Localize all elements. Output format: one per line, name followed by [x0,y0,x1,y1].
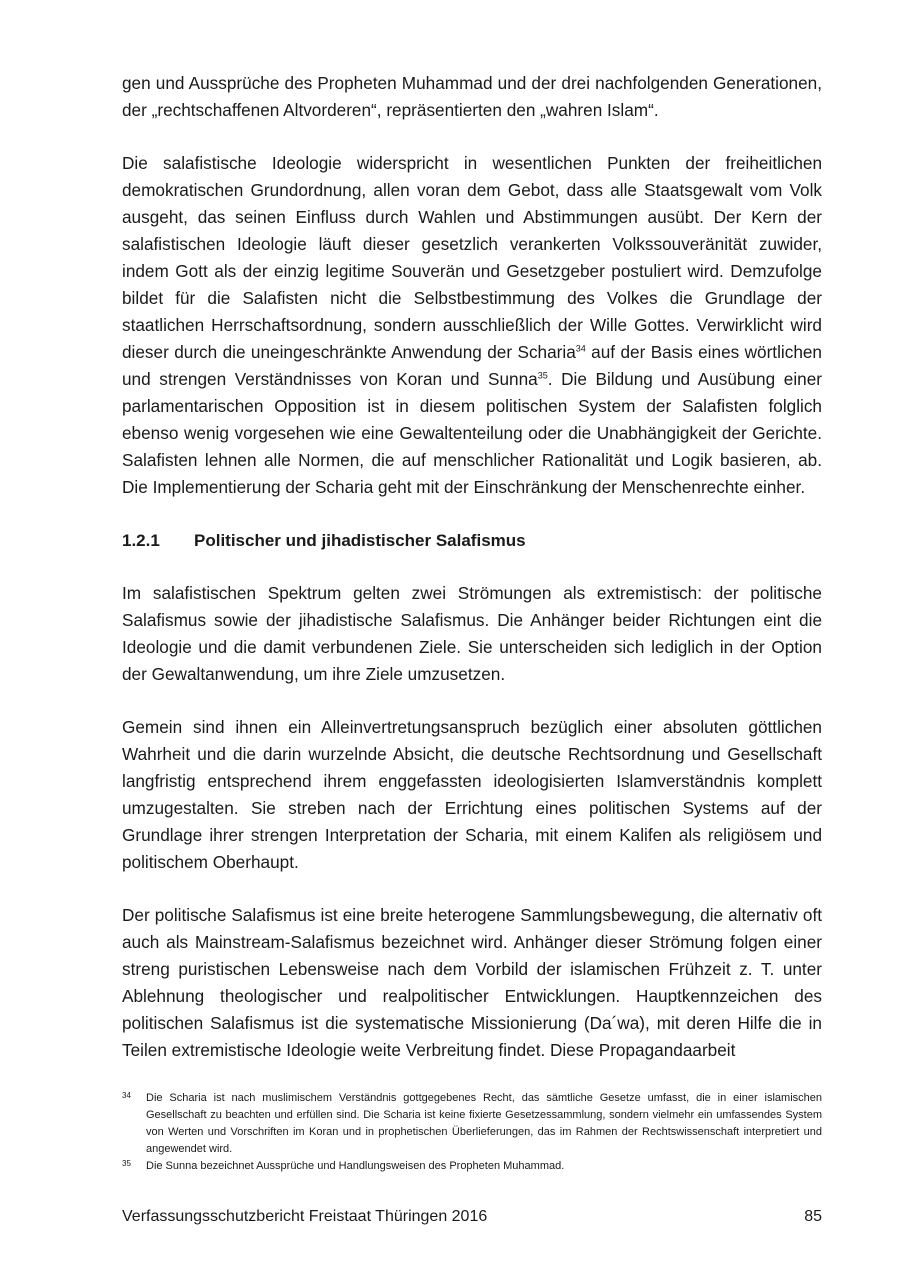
paragraph-political-salafism: Der politische Salafismus ist eine breite heterogene Sammlungsbewegung, die alternativ oft auch als Mainstream-Salafismus bezeichnet wird. Anhänger dieser Strömung folgen einer streng puristischen Lebensweise nach dem Vorbild der islamischen Frühzeit z. T. unter Ablehnung theologischer und realpolitischer Entwicklungen. Hauptkennzeichen des politischen Salafismus ist die systematische Missionierung (Da´wa), mit deren Hilfe die in Teilen extremistische Ideologie weite Verbreitung findet. Diese Propagandaarbeit [122,905,822,1060]
footer-title: Verfassungsschutzbericht Freistaat Thüringen 2016 [122,1208,488,1225]
paragraph-ideology-text-b: auf der Basis eines wörtlichen und strengen Verständnisses von Koran und Sunna [122,342,822,389]
footnote-ref-35[interactable]: 35 [537,370,548,381]
footnote-34 [122,1090,822,1158]
paragraph-ideology-text-a: Die salafistische Ideologie widerspricht in wesentlichen Punkten der freiheitlichen demokratischen Grundordnung, allen voran dem Gebot, dass alle Staatsgewalt vom Volk ausgeht, das seinen Einfluss durch Wahlen und Abstimmungen ausübt. Der Kern der salafistischen Ideologie läuft dieser gesetzlich verankerten Volkssouveränität zuwider, indem Gott als der einzig legitime Souverän und Gesetzgeber postuliert wird. Demzufolge bildet für die Salafisten nicht die Selbstbestimmung des Volkes die Grundlage der staatlichen Herrschaftsordnung, sondern ausschließlich der Wille Gottes. Verwirklicht wird dieser durch die uneingeschränkte Anwendung der Scharia [122,153,822,362]
paragraph-spectrum: Im salafistischen Spektrum gelten zwei Strömungen als extremistisch: der politische Salafismus sowie der jihadistische Salafismus. Die Anhänger beider Richtungen eint die Ideologie und die damit verbundenen Ziele. Sie unterscheiden sich lediglich in der Option der Gewaltanwendung, um ihre Ziele umzusetzen. [122,583,822,684]
footnote-text: Die Scharia ist nach muslimischem Verständnis gottgegebenes Recht, das sämtliche Gesetze umfasst, die in einer islamischen Gesellschaft zu beachten und erfüllen sind. Die Scharia ist keine fixierte Gesetzessammlung, sondern vielmehr ein umfassendes System von Werten und Vorschriften im Koran und in prophetischen Überlieferungen, das im Rahmen der Rechtswissenschaft interpretiert und angewendet wird. [146,1092,822,1155]
paragraph-intro: gen und Aussprüche des Propheten Muhammad und der drei nachfolgenden Generationen, der „rechtschaffenen Altvorderen“, repräsentierten den „wahren Islam“. [122,73,822,120]
footnotes [122,1090,822,1175]
page-body [122,70,822,1090]
page-footer [122,1206,822,1228]
footnote-number: 34 [122,1091,131,1100]
paragraph-ideology [122,150,822,501]
paragraph-ideology-text-c: . Die Bildung und Ausübung einer parlamentarischen Opposition ist in diesem politischen System der Salafisten folglich ebenso wenig vorgesehen wie eine Gewaltenteilung oder die Unabhängigkeit der Gerichte. Salafisten lehnen alle Normen, die auf menschlicher Rationalität und Logik basieren, ab. Die Implementierung der Scharia geht mit der Einschränkung der Menschenrechte einher. [122,369,822,497]
section-title: Politischer und jihadistischer Salafismus [194,531,526,550]
page-number: 85 [804,1208,822,1225]
footnote-35 [122,1158,822,1175]
section-number: 1.2.1 [122,531,160,550]
footnote-ref-34[interactable]: 34 [575,343,586,354]
footnote-text: Die Sunna bezeichnet Aussprüche und Handlungsweisen des Propheten Muhammad. [146,1160,565,1172]
footnote-number: 35 [122,1159,131,1168]
section-heading [122,527,822,554]
paragraph-common-goals: Gemein sind ihnen ein Alleinvertretungsanspruch bezüglich einer absoluten göttlichen Wahrheit und die darin wurzelnde Absicht, die deutsche Rechtsordnung und Gesellschaft langfristig entsprechend ihrem enggefassten ideologisierten Islamverständnis komplett umzugestalten. Sie streben nach der Errichtung eines politischen Systems auf der Grundlage ihrer strengen Interpretation der Scharia, mit einem Kalifen als religiösem und politischem Oberhaupt. [122,717,822,872]
